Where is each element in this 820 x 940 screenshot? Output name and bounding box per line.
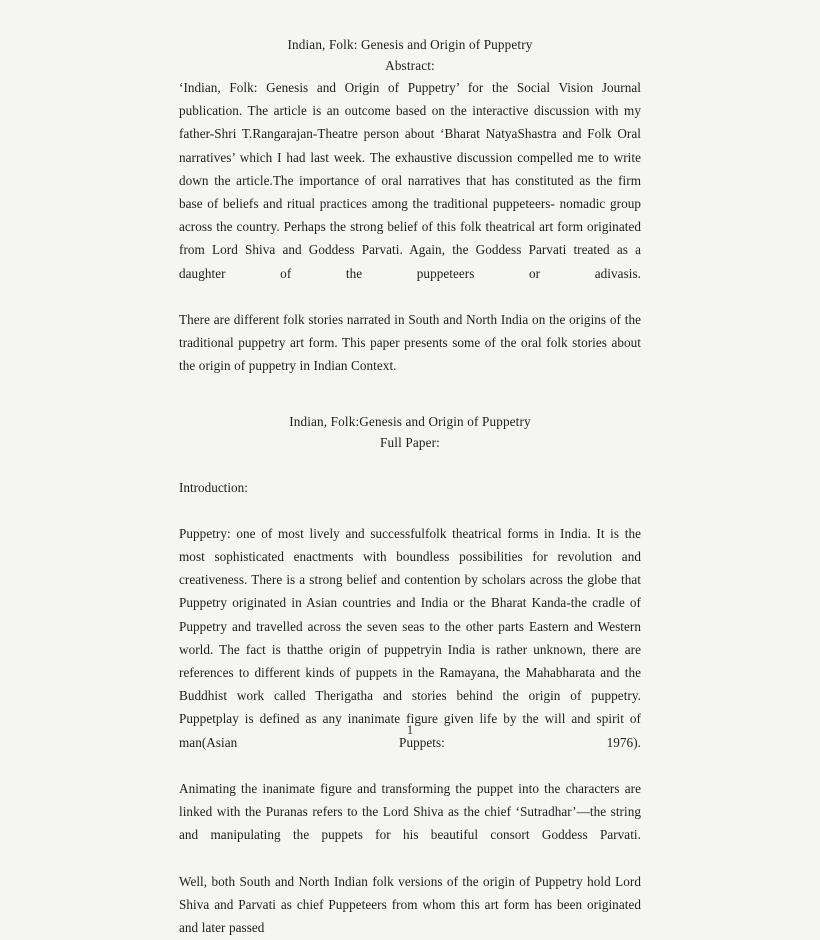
section-gap bbox=[179, 378, 641, 411]
abstract-paragraph-2: There are different folk stories narrated in South and North India on the origins of the traditional puppetry art form. This paper presents some of the oral folk stories about the origin of puppetry in Indian Context. bbox=[179, 312, 641, 374]
page-number: 1 bbox=[406, 723, 414, 737]
intro-gap-bottom bbox=[179, 499, 641, 522]
page-content bbox=[179, 0, 641, 940]
intro-gap-top bbox=[179, 453, 641, 476]
top-spacer bbox=[179, 0, 641, 34]
full-paper-heading: Full Paper: bbox=[380, 434, 440, 450]
body-paragraph-1: Puppetry: one of most lively and successfulfolk theatrical forms in India. It is the most sophisticated enactments with boundless possibilities for revolution and creativeness. There is a strong belief and contention by scholars across the globe that Puppetry originated in Asian countries and India or the Bharat Kanda-the cradle of Puppetry and travelled across the seven seas to the other parts Eastern and Western world. The fact is thatthe origin of puppetryin India is rather unknown, there are references to different kinds of puppets in the Ramayana, the Mahabharata and the Buddhist work called Therigatha and stories behind the origin of puppetry. Puppetplay is defined as any inanimate figure given life by the will and spirit of man(Asian Puppets: 1976). bbox=[179, 525, 641, 750]
full-paper-title: Indian, Folk:Genesis and Origin of Puppetry bbox=[289, 413, 531, 429]
body-paragraph-3: Well, both South and North Indian folk versions of the origin of Puppetry hold Lord Shiva and Parvati as chief Puppeteers from whom this art form has been originated and later passed bbox=[179, 873, 641, 936]
abstract-paragraph-1: ‘Indian, Folk: Genesis and Origin of Puppetry’ for the Social Vision Journal publication. The article is an outcome based on the interactive discussion with my father-Shri T.Rangarajan-Theatre person about ‘Bharat NatyaShastra and Folk Oral narratives’ which I had last week. The exhaustive discussion compelled me to write down the article.The importance of oral narratives that has constituted as the firm base of beliefs and ritual practices among the traditional puppeteers- nomadic group across the country. Perhaps the strong belief of this folk theatrical art form originated from Lord Shiva and Goddess Parvati. Again, the Goddess Parvati treated as a daughter of the puppeteers or adivasis. bbox=[179, 80, 641, 281]
abstract-title: Indian, Folk: Genesis and Origin of Puppetry bbox=[287, 37, 533, 52]
abstract-heading: Abstract: bbox=[385, 58, 435, 73]
body-paragraph-2: Animating the inanimate figure and transforming the puppet into the characters are linked with the Puranas refers to the Lord Shiva as the chief ‘Sutradhar’—the string and manipulating the puppets for his beautiful consort Goddess Parvati. bbox=[179, 781, 641, 843]
introduction-heading: Introduction: bbox=[179, 479, 248, 495]
